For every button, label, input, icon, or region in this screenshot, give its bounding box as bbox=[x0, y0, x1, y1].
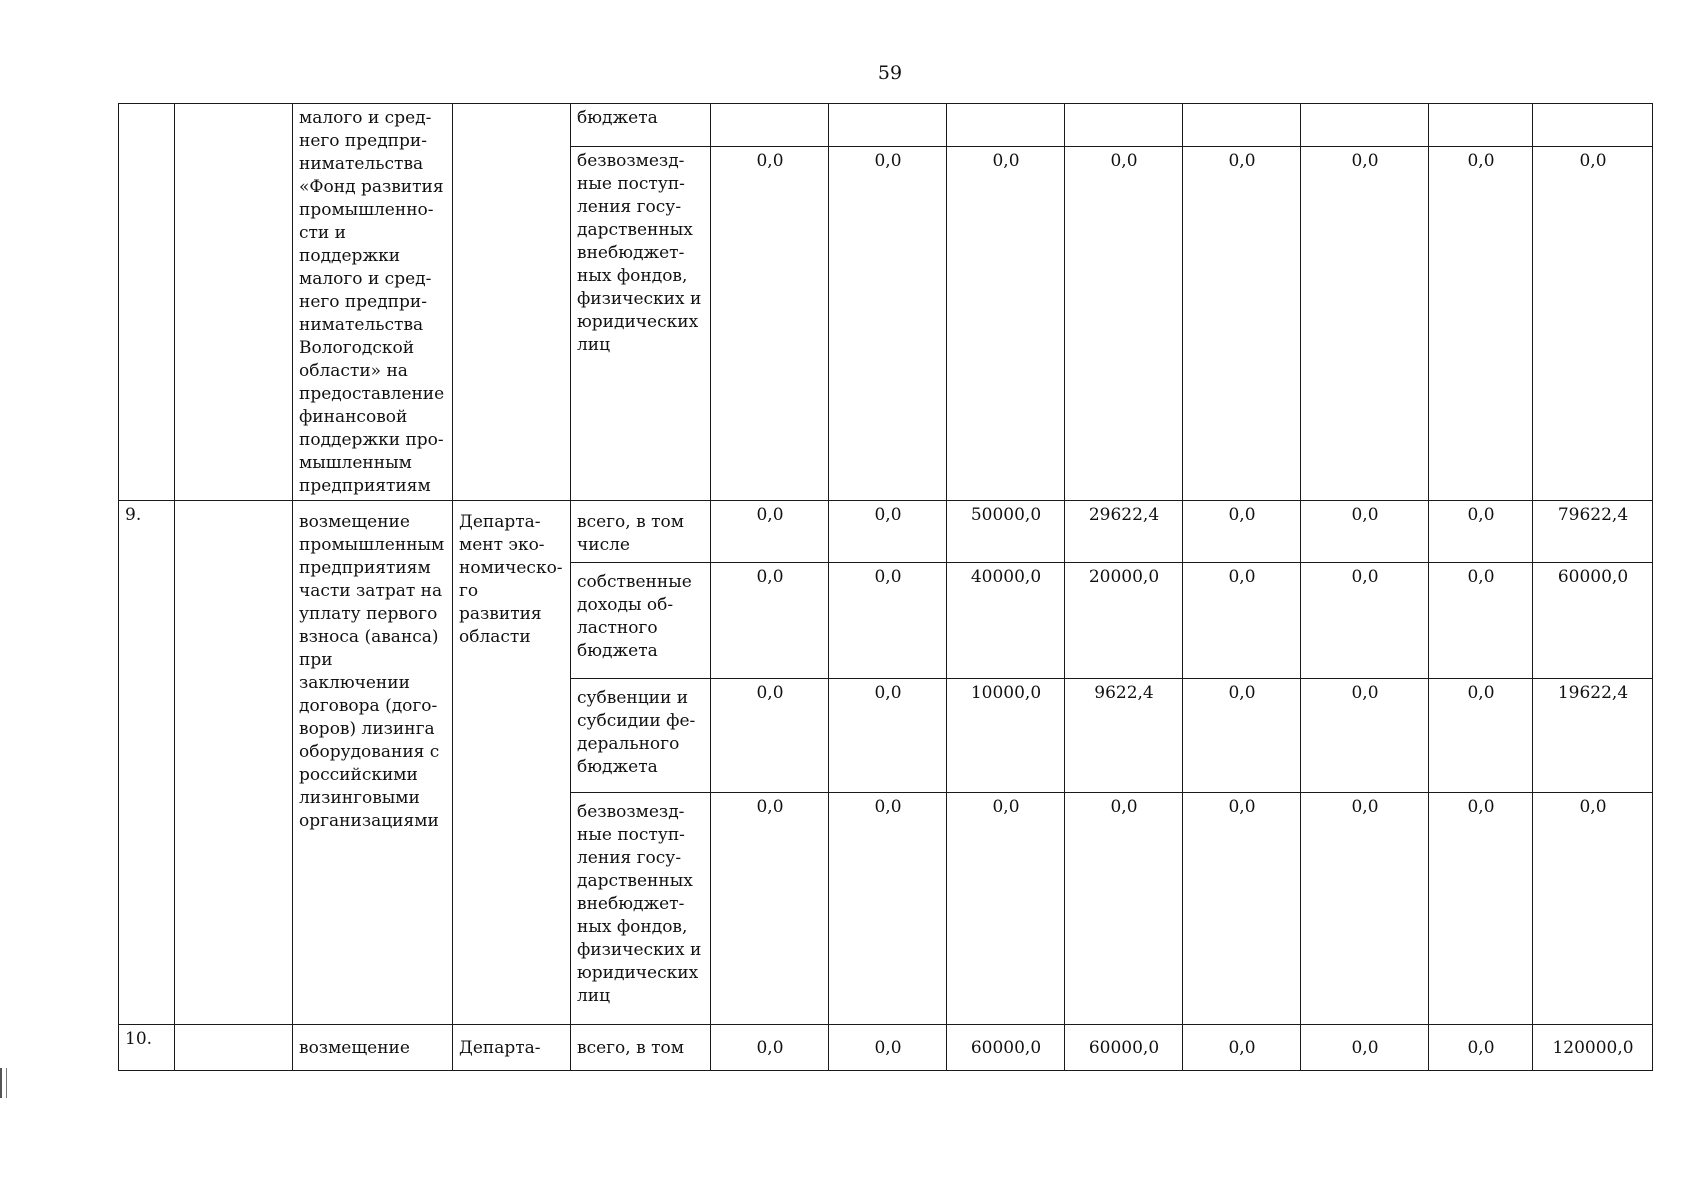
funding-source-label: бюджета bbox=[571, 104, 711, 147]
value-cell: 0,0 bbox=[1429, 146, 1533, 500]
measure-description: возмещение промышленным предприятиям части затрат на уплату первого взноса (аванса) при заключении договора (дого- воров) лизинга оборудования с российскими лизинговыми организациями bbox=[293, 501, 453, 1025]
funding-source-label: всего, в том числе bbox=[571, 501, 711, 563]
value-cell: 0,0 bbox=[829, 563, 947, 679]
funding-source-label: безвозмезд- ные поступ- ления госу- дарственных внебюджет- ных фондов, физических и юридических лиц bbox=[571, 146, 711, 500]
funding-source-label: субвенции и субсидии фе- дерального бюджета bbox=[571, 679, 711, 793]
value-cell: 0,0 bbox=[1429, 793, 1533, 1025]
value-cell: 0,0 bbox=[1301, 793, 1429, 1025]
empty-cell bbox=[175, 104, 293, 501]
value-cell: 0,0 bbox=[947, 146, 1065, 500]
value-cell bbox=[1183, 104, 1301, 147]
value-cell bbox=[1301, 104, 1429, 147]
row-number-cell: 9. bbox=[119, 501, 175, 1025]
value-cell: 9622,4 bbox=[1065, 679, 1183, 793]
value-cell: 0,0 bbox=[1301, 563, 1429, 679]
value-cell bbox=[1065, 104, 1183, 147]
value-cell: 0,0 bbox=[1533, 146, 1653, 500]
value-cell: 0,0 bbox=[1533, 793, 1653, 1025]
value-cell: 20000,0 bbox=[1065, 563, 1183, 679]
row-number-cell bbox=[119, 104, 175, 501]
value-cell: 0,0 bbox=[829, 1025, 947, 1071]
value-cell: 0,0 bbox=[1183, 501, 1301, 563]
value-cell: 0,0 bbox=[829, 146, 947, 500]
value-cell: 120000,0 bbox=[1533, 1025, 1653, 1071]
funding-source-label: безвозмезд- ные поступ- ления госу- дарственных внебюджет- ных фондов, физических и юридических лиц bbox=[571, 793, 711, 1025]
value-cell: 0,0 bbox=[1301, 679, 1429, 793]
funding-source-label: всего, в том bbox=[571, 1025, 711, 1071]
value-cell: 0,0 bbox=[711, 679, 829, 793]
value-cell bbox=[1533, 104, 1653, 147]
value-cell: 0,0 bbox=[711, 793, 829, 1025]
value-cell: 0,0 bbox=[1183, 1025, 1301, 1071]
empty-cell bbox=[175, 1025, 293, 1071]
measure-description: малого и сред- него предпри- нимательства «Фонд развития промышленно- сти и поддержки малого и сред- него предпри- нимательства Вологодской области» на предоставление финансовой поддержки про- мышленным предприятиям bbox=[293, 104, 453, 501]
responsible-cell: Департа- bbox=[453, 1025, 571, 1071]
value-cell: 0,0 bbox=[1183, 563, 1301, 679]
scan-edge-mark bbox=[0, 1068, 7, 1098]
value-cell: 0,0 bbox=[711, 146, 829, 500]
row-number-cell: 10. bbox=[119, 1025, 175, 1071]
value-cell bbox=[829, 104, 947, 147]
responsible-cell: Департа- мент эко- номическо- го развития области bbox=[453, 501, 571, 1025]
value-cell: 0,0 bbox=[711, 563, 829, 679]
value-cell: 79622,4 bbox=[1533, 501, 1653, 563]
value-cell: 0,0 bbox=[947, 793, 1065, 1025]
value-cell bbox=[1429, 104, 1533, 147]
funding-table bbox=[118, 103, 1653, 1071]
value-cell: 0,0 bbox=[1301, 146, 1429, 500]
measure-description: возмещение bbox=[293, 1025, 453, 1071]
value-cell: 60000,0 bbox=[1065, 1025, 1183, 1071]
value-cell: 40000,0 bbox=[947, 563, 1065, 679]
value-cell: 0,0 bbox=[1183, 793, 1301, 1025]
value-cell bbox=[711, 104, 829, 147]
value-cell: 0,0 bbox=[1183, 679, 1301, 793]
value-cell: 0,0 bbox=[711, 1025, 829, 1071]
value-cell: 0,0 bbox=[1301, 1025, 1429, 1071]
value-cell: 0,0 bbox=[711, 501, 829, 563]
value-cell: 0,0 bbox=[1183, 146, 1301, 500]
value-cell: 0,0 bbox=[829, 793, 947, 1025]
value-cell: 19622,4 bbox=[1533, 679, 1653, 793]
value-cell: 0,0 bbox=[1429, 679, 1533, 793]
value-cell: 60000,0 bbox=[1533, 563, 1653, 679]
table-row bbox=[119, 501, 1653, 563]
value-cell: 60000,0 bbox=[947, 1025, 1065, 1071]
value-cell: 0,0 bbox=[829, 501, 947, 563]
value-cell: 0,0 bbox=[829, 679, 947, 793]
value-cell: 29622,4 bbox=[1065, 501, 1183, 563]
value-cell: 0,0 bbox=[1429, 501, 1533, 563]
funding-source-label: собственные доходы об- ластного бюджета bbox=[571, 563, 711, 679]
value-cell bbox=[947, 104, 1065, 147]
value-cell: 0,0 bbox=[1429, 563, 1533, 679]
page-number: 59 bbox=[877, 62, 903, 84]
table-row bbox=[119, 1025, 1653, 1071]
value-cell: 50000,0 bbox=[947, 501, 1065, 563]
value-cell: 0,0 bbox=[1065, 146, 1183, 500]
value-cell: 0,0 bbox=[1065, 793, 1183, 1025]
value-cell: 0,0 bbox=[1429, 1025, 1533, 1071]
empty-cell bbox=[175, 501, 293, 1025]
table-row bbox=[119, 104, 1653, 147]
value-cell: 10000,0 bbox=[947, 679, 1065, 793]
responsible-cell bbox=[453, 104, 571, 501]
value-cell: 0,0 bbox=[1301, 501, 1429, 563]
